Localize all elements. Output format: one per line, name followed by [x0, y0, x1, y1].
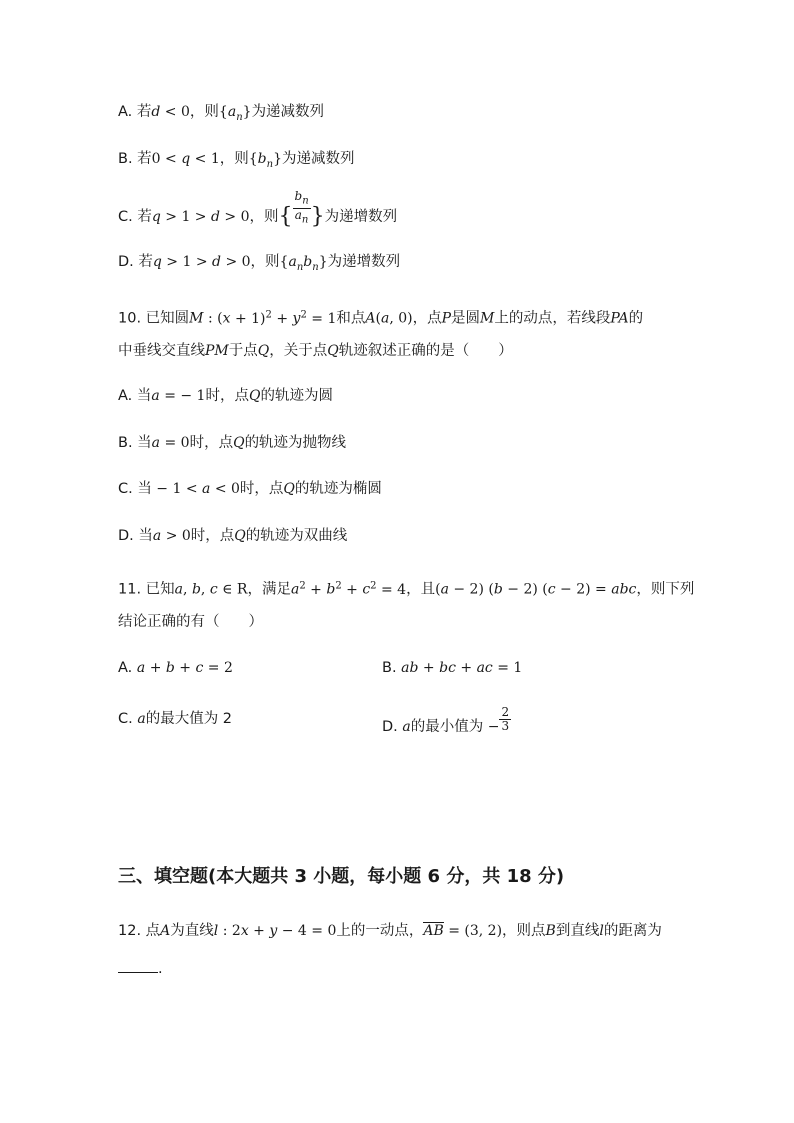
- q11-option-d: D. a的最小值为 − $\frac{2}{3}$: [382, 704, 510, 735]
- q12-stem-line2: .: [118, 956, 163, 980]
- option-label: D.: [118, 254, 134, 270]
- section-heading: 三、填空题(本大题共 3 小题，每小题 6 分，共 18 分): [118, 866, 565, 887]
- q10-stem-line2: 中垂线交直线PM于点Q，关于点Q轨迹叙述正确的是（ ）: [118, 343, 513, 359]
- option-label: B.: [382, 660, 397, 676]
- option-label: D.: [382, 719, 398, 735]
- option-label: A.: [118, 104, 133, 120]
- q10-stem-line1: 10. 已知圆M : $(x + 1)^2 + y^2 = 1$和点A(a, 0)，点P是圆M上的动点，若线段PA的: [118, 309, 644, 327]
- option-label: C.: [118, 711, 133, 727]
- option-label: A.: [118, 660, 133, 676]
- option-label: B.: [118, 435, 133, 451]
- q11-stem-line1: 11. 已知a, b, c ∈ R，满足$a^2 + b^2 + c^2 = 4$，且(a − 2) (b − 2) (c − 2) = abc，则下列: [118, 580, 695, 598]
- option-label: D.: [118, 528, 134, 544]
- q10-option-d: D. 当a > 0时，点Q的轨迹为双曲线: [118, 528, 348, 544]
- q9-option-b: B. 若0 < q < 1，则$\{b_n\}$为递减数列: [118, 151, 355, 170]
- question-number: 10.: [118, 310, 142, 327]
- option-label: B.: [118, 151, 133, 167]
- question-number: 11.: [118, 581, 142, 598]
- option-label: C.: [118, 481, 133, 497]
- q10-option-c: C. 当 − 1 < a < 0时，点Q的轨迹为椭圆: [118, 481, 382, 497]
- q12-stem-line1: 12. 点A为直线l : 2x + y − 4 = 0上的一动点，AB = (3, 2)，则点B到直线l的距离为: [118, 923, 662, 939]
- q9-option-c: C. 若q > 1 > d > 0，则{ $\frac{b_n}{a_n}$ }为递增数列: [118, 189, 398, 229]
- fraction-two-thirds: $\frac{2}{3}$: [501, 704, 510, 733]
- option-label: A.: [118, 388, 133, 404]
- answer-blank[interactable]: [118, 956, 158, 973]
- q11-option-b: B. ab + bc + ac = 1: [382, 660, 523, 676]
- q9-option-a: A. 若d < 0，则$\{a_n\}$为递减数列: [118, 104, 325, 123]
- q11-option-c: C. a的最大值为 2: [118, 711, 233, 727]
- q11-stem-line2: 结论正确的有（ ）: [118, 614, 263, 630]
- option-label: C.: [118, 209, 133, 225]
- question-number: 12.: [118, 923, 142, 939]
- q9-option-d: D. 若q > 1 > d > 0，则$\{a_nb_n\}$为递增数列: [118, 254, 401, 273]
- fraction-bn-over-an: $\frac{b_n}{a_n}$: [294, 189, 309, 225]
- q10-option-b: B. 当a = 0时，点Q的轨迹为抛物线: [118, 435, 347, 451]
- q11-option-a: A. a + b + c = 2: [118, 660, 233, 676]
- math: d: [151, 104, 161, 120]
- vector-ab: AB: [423, 923, 444, 939]
- q10-option-a: A. 当a = − 1时，点Q的轨迹为圆: [118, 388, 333, 404]
